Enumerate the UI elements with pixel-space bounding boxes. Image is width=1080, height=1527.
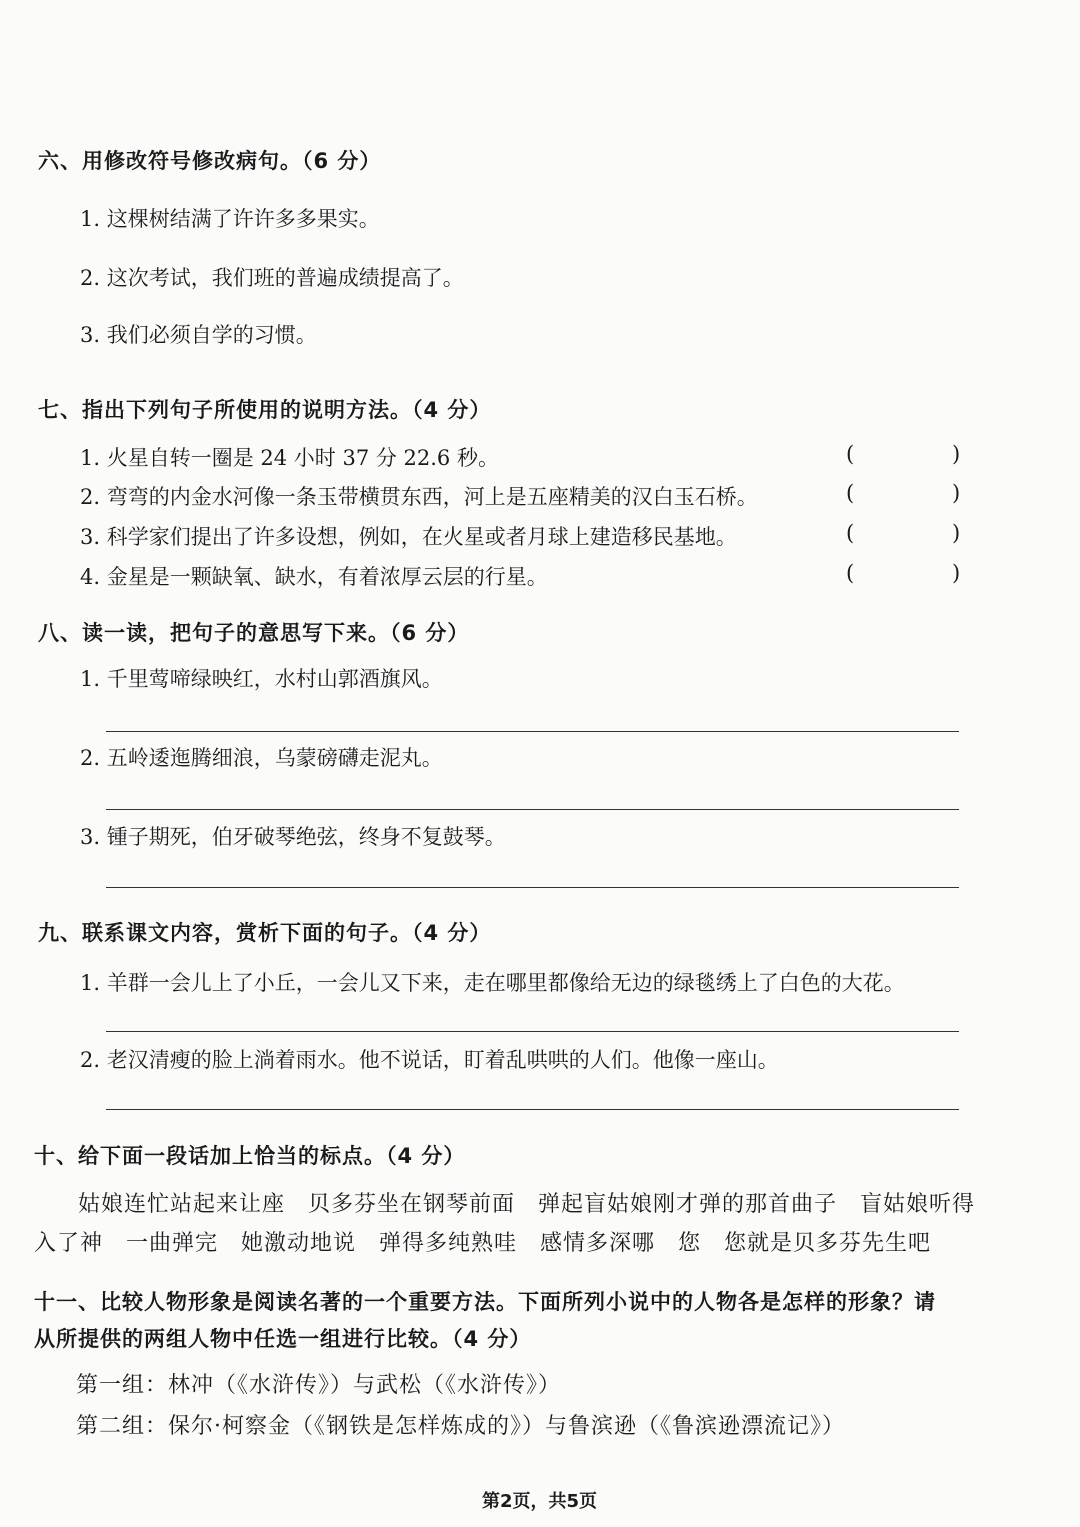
section-10-line-1: 姑娘连忙站起来让座 贝多芬坐在钢琴前面 弹起盲姑娘刚才弹的那首曲子 盲姑娘听得 <box>78 1192 976 1217</box>
section-7-item-1: 1. 火星自转一圈是 24 小时 37 分 22.6 秒。 <box>80 446 499 470</box>
answer-paren-open-1: ( <box>846 442 855 466</box>
answer-paren-close-3: ) <box>952 521 961 545</box>
section-11-title-line-1: 十一、比较人物形象是阅读名著的一个重要方法。下面所列小说中的人物各是怎样的形象？请 <box>34 1290 936 1314</box>
section-9-title: 九、联系课文内容，赏析下面的句子。（4 分） <box>38 921 492 945</box>
answer-paren-open-3: ( <box>846 521 855 545</box>
page-number: 第2页，共5页 <box>482 1491 598 1512</box>
section-9-item-1: 1. 羊群一会儿上了小丘，一会儿又下来，走在哪里都像给无边的绿毯绣上了白色的大花。 <box>80 971 905 995</box>
section-8-title: 八、读一读，把句子的意思写下来。（6 分） <box>38 621 470 645</box>
section-10-line-2: 入了神 一曲弹完 她激动地说 弹得多纯熟哇 感情多深哪 您 您就是贝多芬先生吧 <box>34 1231 932 1256</box>
section-11-group-1: 第一组：林冲（《水浒传》）与武松（《水浒传》） <box>76 1373 562 1398</box>
section-8-item-1: 1. 千里莺啼绿映红，水村山郭酒旗风。 <box>80 667 443 691</box>
answer-line[interactable] <box>106 731 959 732</box>
answer-line[interactable] <box>106 1031 959 1032</box>
answer-paren-close-2: ) <box>952 481 961 505</box>
section-11-group-2: 第二组：保尔·柯察金（《钢铁是怎样炼成的》）与鲁滨逊（《鲁滨逊漂流记》） <box>76 1414 845 1439</box>
section-7-item-3: 3. 科学家们提出了许多设想，例如，在火星或者月球上建造移民基地。 <box>80 525 737 549</box>
section-9-item-2: 2. 老汉清瘦的脸上淌着雨水。他不说话，盯着乱哄哄的人们。他像一座山。 <box>80 1048 779 1072</box>
section-7-item-4: 4. 金星是一颗缺氧、缺水，有着浓厚云层的行星。 <box>80 565 548 589</box>
answer-paren-close-1: ) <box>952 442 961 466</box>
section-8-item-3: 3. 锺子期死，伯牙破琴绝弦，终身不复鼓琴。 <box>80 825 506 849</box>
answer-paren-open-2: ( <box>846 481 855 505</box>
answer-line[interactable] <box>106 887 959 888</box>
section-11-title-line-2: 从所提供的两组人物中任选一组进行比较。（4 分） <box>34 1327 532 1351</box>
answer-line[interactable] <box>106 1109 959 1110</box>
answer-paren-close-4: ) <box>952 561 961 585</box>
section-6-item-3: 3. 我们必须自学的习惯。 <box>80 323 317 347</box>
section-6-item-1: 1. 这棵树结满了许许多多果实。 <box>80 207 380 231</box>
section-6-title: 六、用修改符号修改病句。（6 分） <box>38 149 382 173</box>
section-7-title: 七、指出下列句子所使用的说明方法。（4 分） <box>38 398 492 422</box>
section-10-title: 十、给下面一段话加上恰当的标点。（4 分） <box>34 1144 466 1168</box>
answer-line[interactable] <box>106 809 959 810</box>
answer-paren-open-4: ( <box>846 561 855 585</box>
section-6-item-2: 2. 这次考试，我们班的普遍成绩提高了。 <box>80 266 464 290</box>
section-7-item-2: 2. 弯弯的内金水河像一条玉带横贯东西，河上是五座精美的汉白玉石桥。 <box>80 485 758 509</box>
section-8-item-2: 2. 五岭逶迤腾细浪，乌蒙磅礴走泥丸。 <box>80 746 443 770</box>
